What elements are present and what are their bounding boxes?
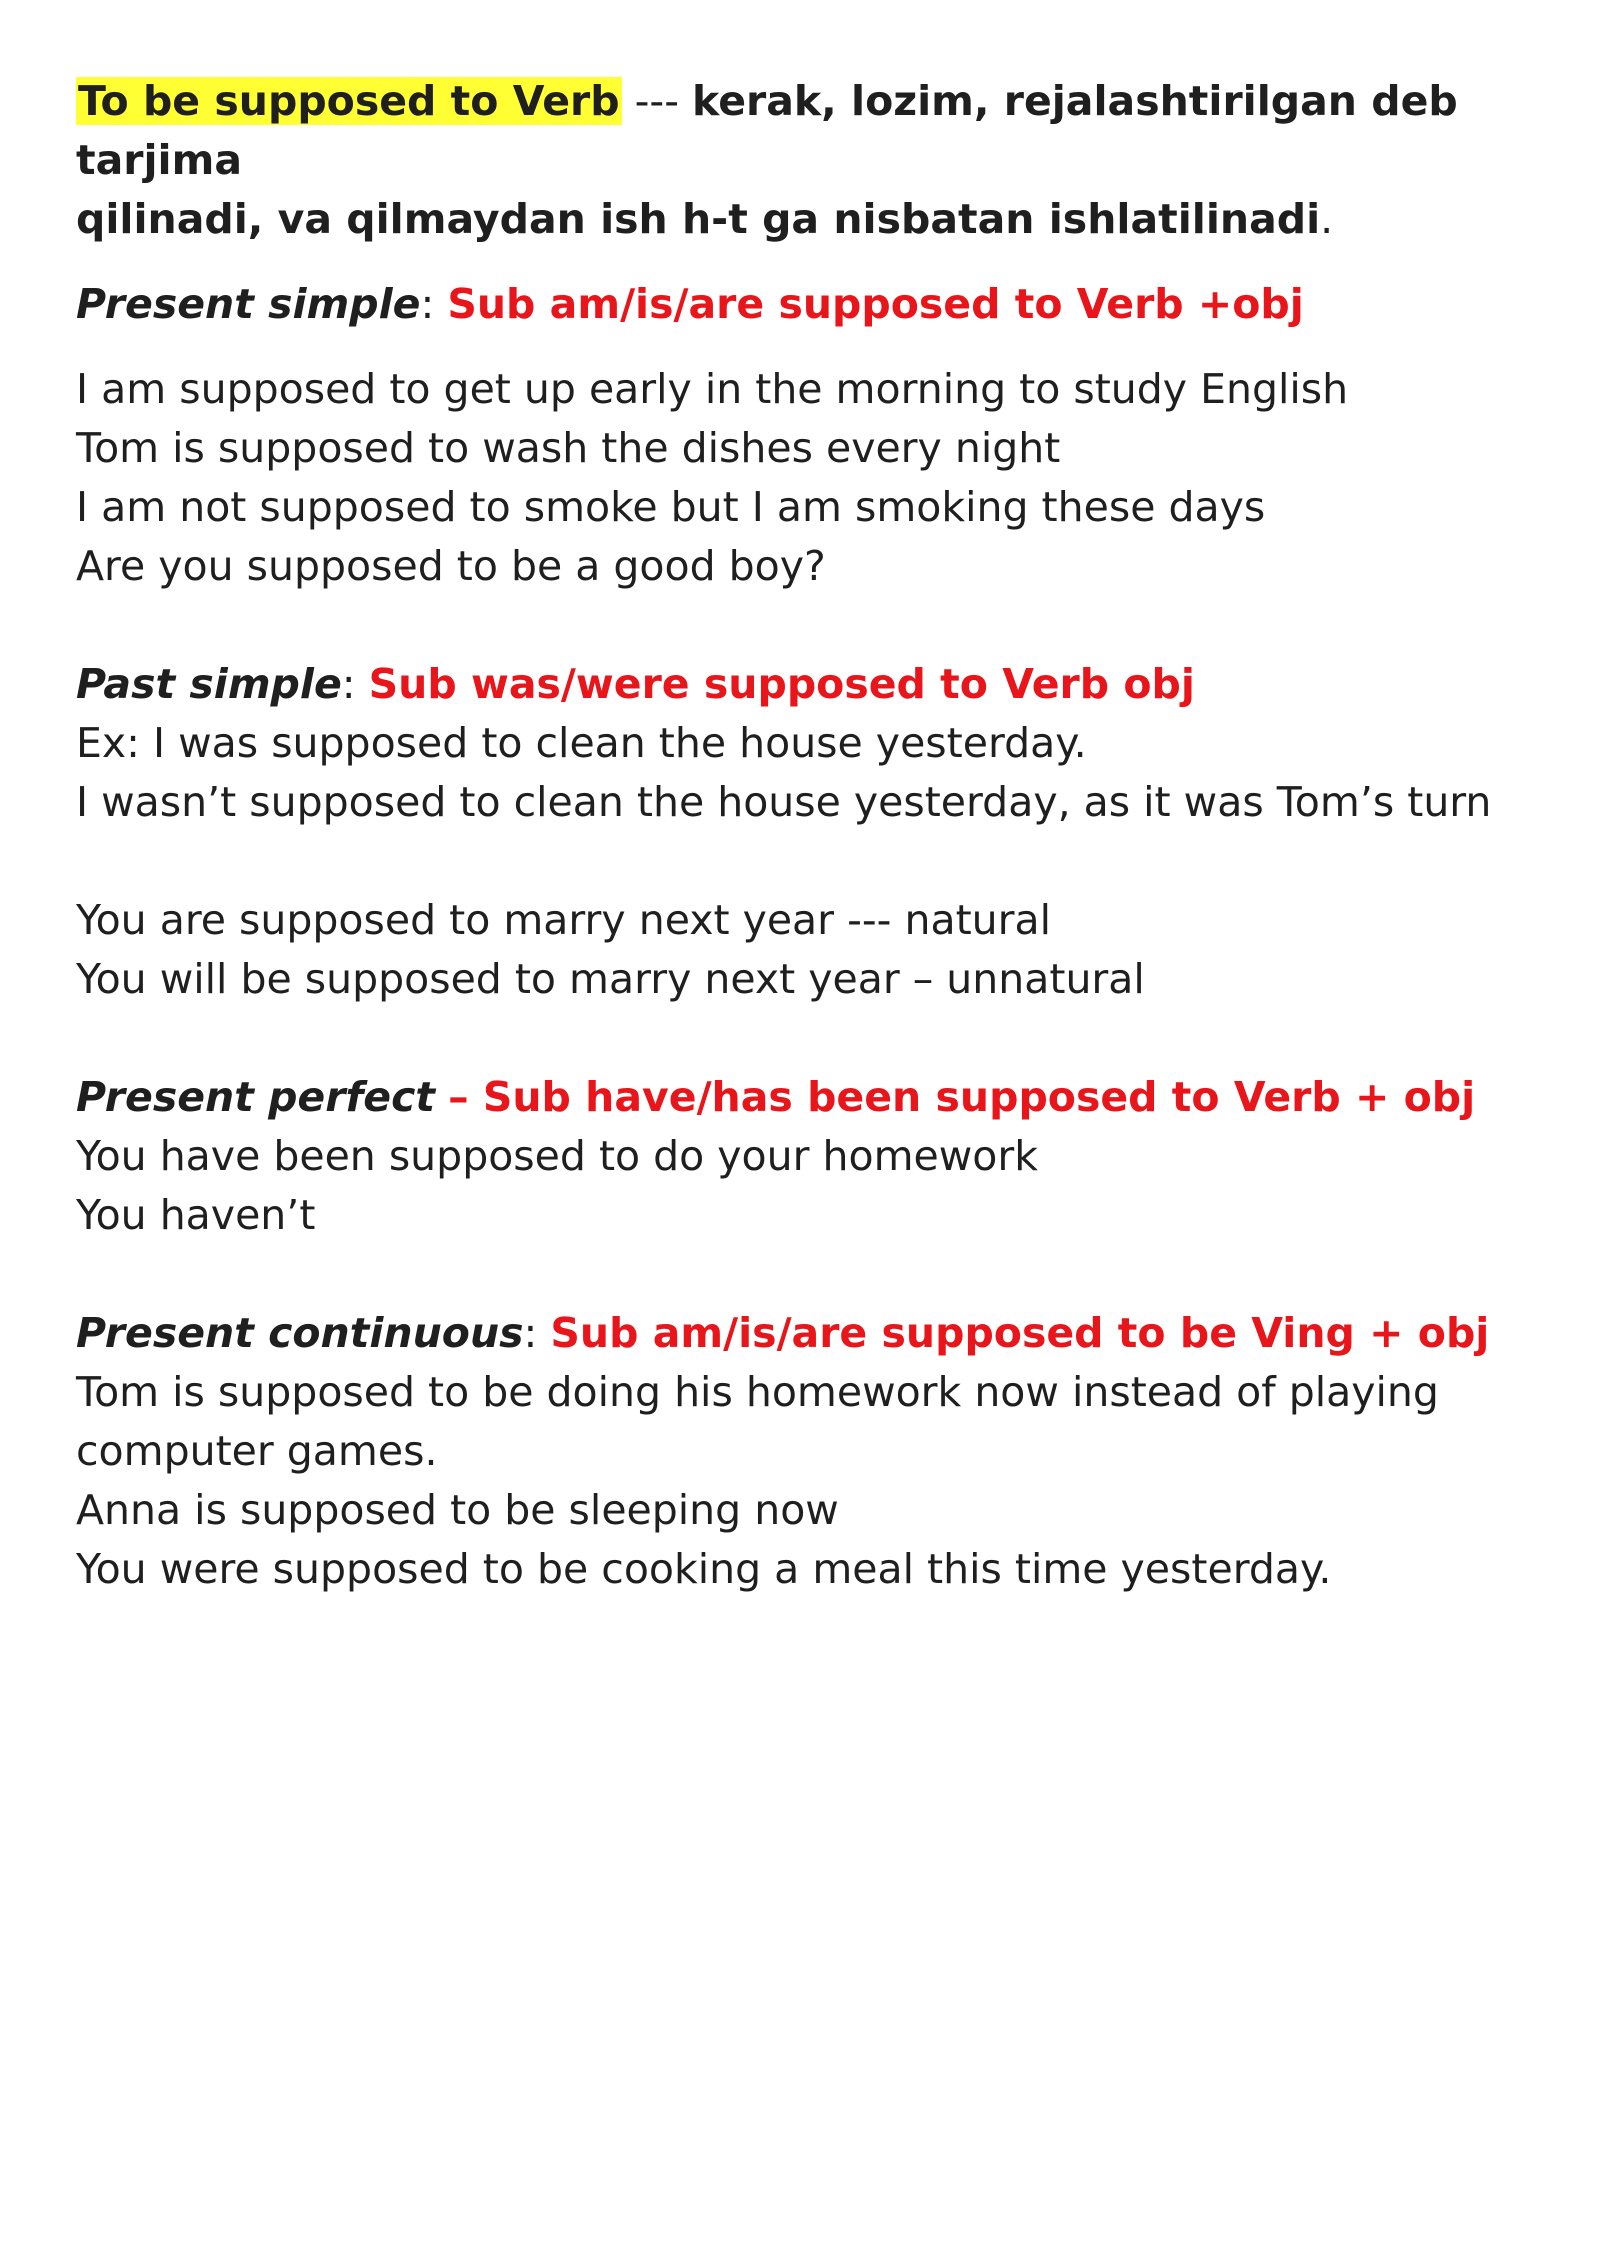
intro-period: .	[1320, 195, 1334, 243]
example-line: Ex: I was supposed to clean the house yesterday.	[76, 719, 1087, 767]
tense-formula: Sub am/is/are supposed to Verb +obj	[447, 280, 1304, 328]
tense-separator: :	[341, 660, 369, 708]
past-simple-heading	[76, 655, 1536, 714]
example-line: You were supposed to be cooking a meal this time yesterday.	[76, 1545, 1332, 1593]
tense-separator	[435, 1073, 448, 1121]
example-line: You haven’t	[76, 1191, 316, 1239]
example-line: You have been supposed to do your homework	[76, 1132, 1038, 1180]
present-simple-heading	[76, 275, 1536, 334]
tense-name: Present continuous	[76, 1309, 524, 1357]
example-line: computer games.	[76, 1427, 438, 1475]
tense-name: Present perfect	[76, 1073, 436, 1121]
example-line: Tom is supposed to be doing his homework now instead of playing	[76, 1368, 1439, 1416]
example-line: You will be supposed to marry next year – unnatural	[76, 955, 1145, 1003]
intro-dashes: ---	[621, 77, 693, 125]
intro-paragraph	[76, 72, 1536, 249]
document-page	[76, 72, 1536, 1599]
tense-separator: :	[523, 1309, 551, 1357]
intro-line-1: kerak, lozim, rejalashtirilgan deb tarjima	[76, 77, 1458, 184]
example-line: I am not supposed to smoke but I am smoking these days	[76, 483, 1266, 531]
tense-formula: – Sub have/has been supposed to Verb + obj	[448, 1073, 1476, 1121]
example-line: Anna is supposed to be sleeping now	[76, 1486, 839, 1534]
tense-separator: :	[420, 280, 448, 328]
highlighted-term: To be supposed to Verb	[78, 77, 620, 125]
present-continuous-heading	[76, 1304, 1536, 1363]
tense-name: Past simple	[76, 660, 342, 708]
example-line: Tom is supposed to wash the dishes every night	[76, 424, 1061, 472]
example-line: Are you supposed to be a good boy?	[76, 542, 826, 590]
example-line: You are supposed to marry next year --- natural	[76, 896, 1052, 944]
intro-line-2: qilinadi, va qilmaydan ish h-t ga nisbatan ishlatilinadi	[76, 195, 1321, 243]
tense-formula: Sub was/were supposed to Verb obj	[368, 660, 1195, 708]
present-perfect-heading	[76, 1068, 1536, 1127]
tense-formula: Sub am/is/are supposed to be Ving + obj	[550, 1309, 1490, 1357]
tense-name: Present simple	[76, 280, 421, 328]
example-line: I am supposed to get up early in the morning to study English	[76, 365, 1349, 413]
example-line: I wasn’t supposed to clean the house yesterday, as it was Tom’s turn	[76, 778, 1492, 826]
